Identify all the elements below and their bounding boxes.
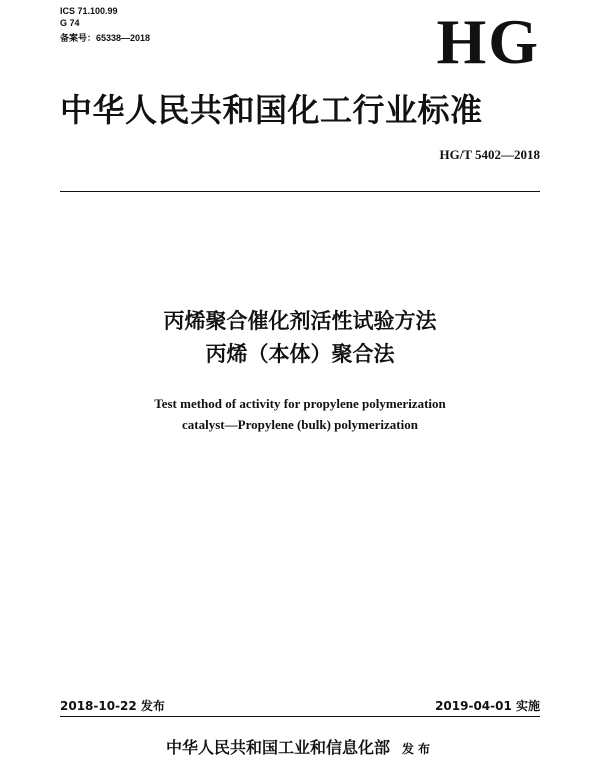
title-cn-line2: 丙烯（本体）聚合法 — [205, 342, 395, 366]
standard-number: HG/T 5402—2018 — [439, 147, 540, 162]
issuer-name: 中华人民共和国工业和信息化部 — [165, 738, 390, 757]
issue-date: 2018-10-22 发布 — [60, 699, 165, 713]
title-cn-line1: 丙烯聚合催化剂活性试验方法 — [163, 309, 437, 333]
title-en-line2: catalyst—Propylene (bulk) polymerization — [182, 417, 418, 432]
hg-standard-mark: HG — [436, 6, 540, 77]
record-number: 备案号：65338—2018 — [60, 33, 151, 43]
issuer-line — [90, 738, 510, 759]
header-divider — [60, 191, 540, 192]
title-en-line1: Test method of activity for propylene polymerization — [154, 396, 446, 411]
standard-type-banner: 中华人民共和国化工行业标准 — [60, 91, 483, 129]
implementation-date: 2019-04-01 实施 — [435, 699, 540, 713]
ics-code: ICS 71.100.99 — [60, 6, 118, 16]
footer-divider — [60, 716, 540, 717]
issuer-action: 发布 — [402, 742, 435, 756]
ccs-code: G 74 — [60, 18, 80, 28]
